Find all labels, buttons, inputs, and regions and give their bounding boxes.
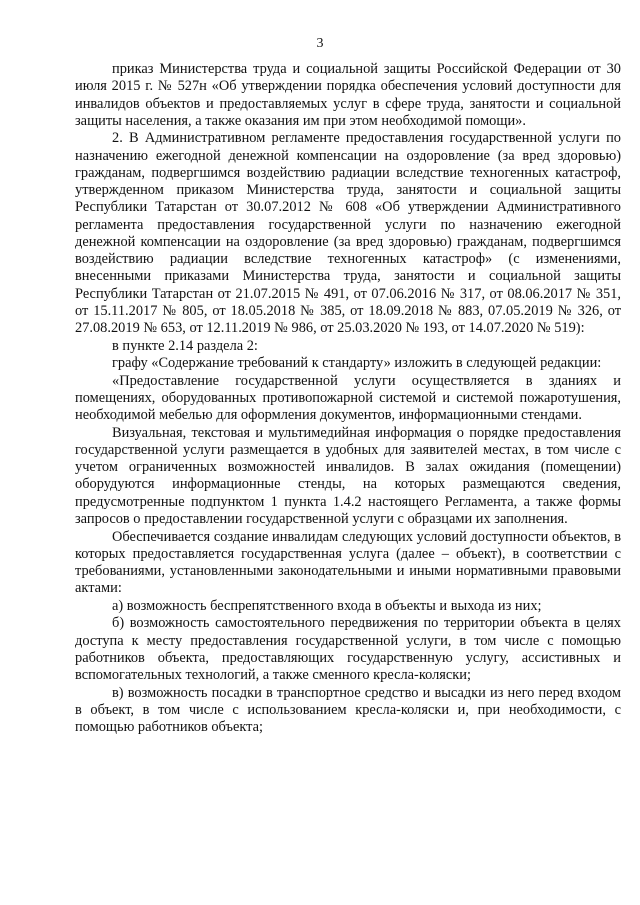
paragraph-item-2: 2. В Административном регламенте предоставления государственной услуги по назначению ежегодной денежной компенсации на оздоровление (за вред здоровью) гражданам, подвергшимся воздействию радиации вследствие техногенных катастроф, утвержденном приказом Министерства труда, занятости и социальной защиты Республики Татарстан от 30.07.2012 № 608 «Об утверждении Административного регламента предоставления государственной услуги по назначению ежегодной денежной компенсации на оздоровление (за вред здоровью) гражданам, подвергшимся воздействию радиации вследствие техногенных катастроф» (с изменениями, внесенными приказами Министерства труда, занятости и социальной защиты Республики Татарстан от 21.07.2015 № 491, от 07.06.2016 № 317, от 08.06.2017 № 351, от 15.11.2017 № 805, от 18.05.2018 № 385, от 18.09.2018 № 883, 07.05.2019 № 326, от 27.08.2019 № 653, от 12.11.2019 № 986, от 25.03.2020 № 193, от 14.07.2020 № 519): bbox=[75, 130, 621, 337]
paragraph-accessibility: Обеспечивается создание инвалидам следующих условий доступности объектов, в которых предоставляется государственная услуга (далее – объект), в соответствии с требованиями, установленными законодательными и иными нормативными правовыми актами: bbox=[75, 528, 621, 597]
list-item-a: а) возможность беспрепятственного входа в объекты и выхода из них; bbox=[112, 597, 542, 614]
document-body bbox=[75, 61, 621, 737]
page-number: 3 bbox=[316, 36, 324, 51]
paragraph-column-instruction: графу «Содержание требований к стандарту» изложить в следующей редакции: bbox=[112, 355, 602, 372]
list-item-b: б) возможность самостоятельного передвижения по территории объекта в целях доступа к месту предоставления государственной услуги, в том числе с помощью работников объекта, предоставляющих государственную услугу, ассистивных и вспомогательных технологий, а также сменного кресла-коляски; bbox=[75, 615, 621, 684]
list-item-c: в) возможность посадки в транспортное средство и высадки из него перед входом в объект, в том числе с использованием кресла-коляски и, при необходимости, с помощью работников объекта; bbox=[75, 684, 621, 736]
paragraph-information: Визуальная, текстовая и мультимедийная информация о порядке предоставления государственной услуги размещается в удобных для заявителей местах, в том числе с учетом ограниченных возможностей инвалидов. В залах ожидания (помещении) оборудуются информационные стенды, на которых размещаются сведения, предусмотренные подпунктом 1 пункта 1.4.2 настоящего Регламента, а также формы запросов о предоставлении государственной услуги с образцами их заполнения. bbox=[75, 424, 621, 527]
paragraph-order-reference: приказ Министерства труда и социальной защиты Российской Федерации от 30 июля 2015 г. № 527н «Об утверждении порядка обеспечения условий доступности для инвалидов объектов и предоставляемых услуг в сфере труда, занятости и социальной защиты населения, а также оказания им при этом необходимой помощи». bbox=[75, 61, 621, 129]
paragraph-quote-premises: «Предоставление государственной услуги осуществляется в зданиях и помещениях, оборудованных противопожарной системой и системой пожаротушения, необходимой мебелью для оформления документов, информационными стендами. bbox=[75, 372, 621, 424]
paragraph-clause-2-14: в пункте 2.14 раздела 2: bbox=[112, 337, 258, 354]
